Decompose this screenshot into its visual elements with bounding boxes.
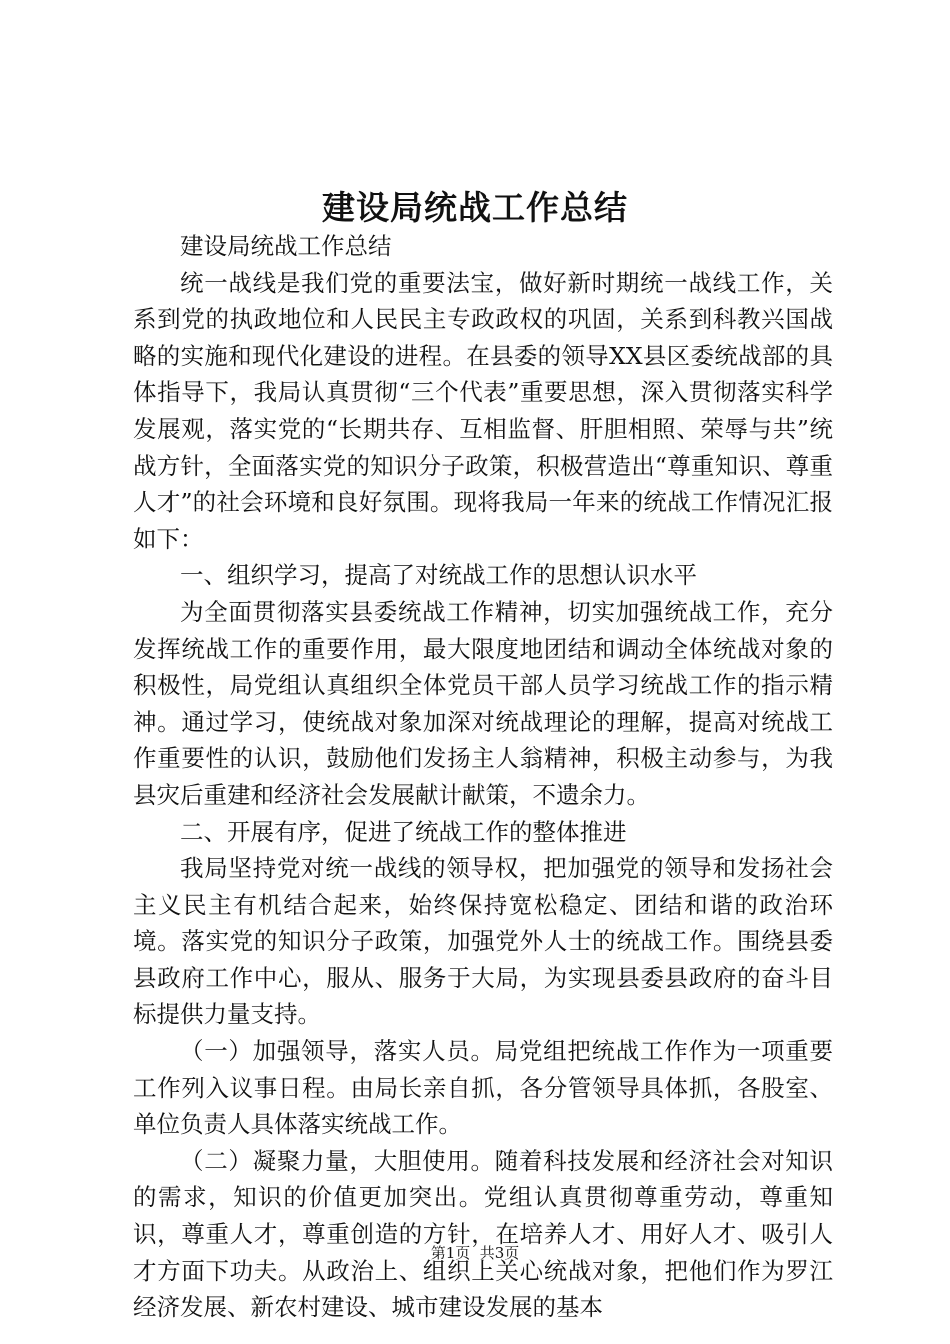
page-footer: 第1页 共3页 <box>430 1244 520 1262</box>
body-paragraph: 为全面贯彻落实县委统战工作精神，切实加强统战工作，充分发挥统战工作的重要作用，最大限度地团结和调动全体统战对象的积极性，局党组认真组织全体党员干部人员学习统战工作的指示精神。通过学习，使统战对象加深对统战理论的理解，提高对统战工作重要性的认识，鼓励他们发扬主人翁精神，积极主动参与，为我县灾后重建和经济社会发展献计献策，不遗余力。 <box>133 597 833 809</box>
body-paragraph: （一）加强领导，落实人员。局党组把统战工作作为一项重要工作列入议事日程。由局长亲自抓，各分管领导具体抓，各股室、单位负责人具体落实统战工作。 <box>133 1037 833 1139</box>
body-paragraph: 建设局统战工作总结 <box>180 232 392 260</box>
document-body <box>133 228 833 1326</box>
body-paragraph: （二）凝聚力量，大胆使用。随着科技发展和经济社会对知识的需求，知识的价值更加突出。党组认真贯彻尊重劳动，尊重知识，尊重人才，尊重创造的方针，在培养人才、用好人才、吸引人才方面下功夫。从政治上、组织上关心统战对象，把他们作为罗江经济发展、新农村建设、城市建设发展的基本 <box>133 1146 833 1322</box>
body-paragraph: 我局坚持党对统一战线的领导权，把加强党的领导和发扬社会主义民主有机结合起来，始终保持宽松稳定、团结和谐的政治环境。落实党的知识分子政策，加强党外人士的统战工作。围绕县委县政府工作中心，服从、服务于大局，为实现县委县政府的奋斗目标提供力量支持。 <box>133 854 833 1029</box>
section-heading: 一、组织学习，提高了对统战工作的思想认识水平 <box>180 561 697 590</box>
body-paragraph: 统一战线是我们党的重要法宝，做好新时期统一战线工作，关系到党的执政地位和人民民主专政政权的巩固，关系到科教兴国战略的实施和现代化建设的进程。在县委的领导XX县区委统战部的具体指导下，我局认真贯彻“三个代表”重要思想，深入贯彻落实科学发展观，落实党的“长期共存、互相监督、肝胆相照、荣辱与共”统战方针，全面落实党的知识分子政策，积极营造出“尊重知识、尊重人才”的社会环境和良好氛围。现将我局一年来的统战工作情况汇报如下： <box>133 268 833 553</box>
section-heading: 二、开展有序，促进了统战工作的整体推进 <box>180 817 627 846</box>
page-title: 建设局统战工作总结 <box>322 188 628 227</box>
